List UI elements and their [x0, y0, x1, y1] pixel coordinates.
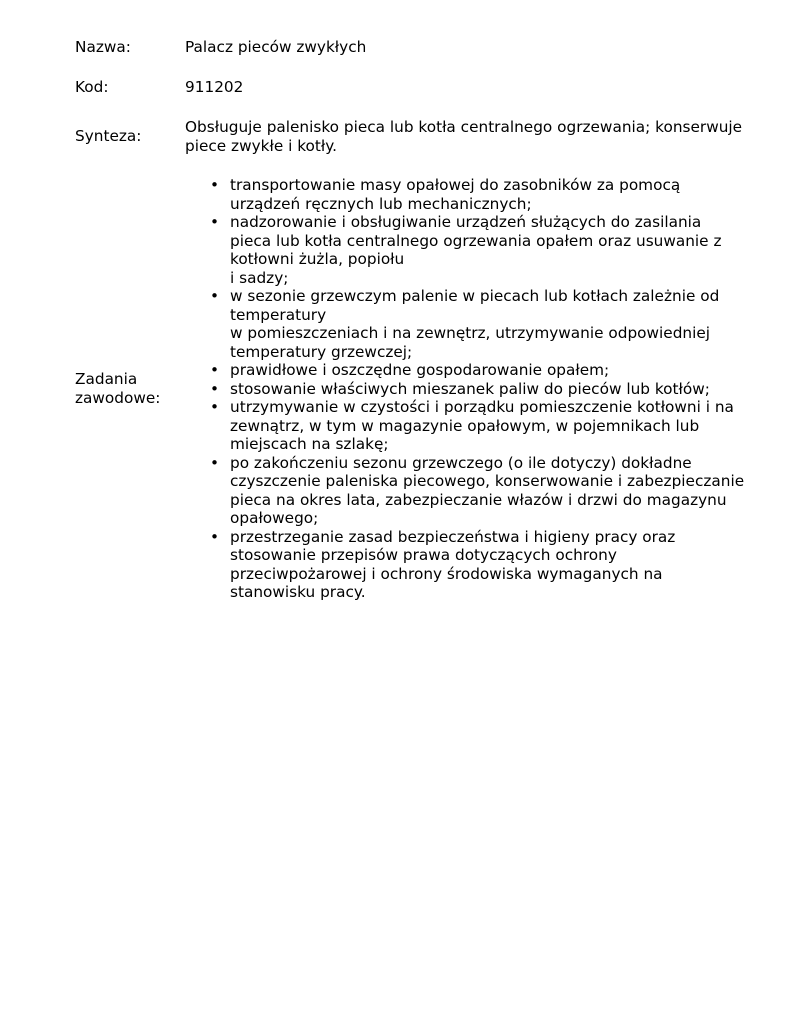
task-item: • nadzorowanie i obsługiwanie urządzeń służących do zasilania pieca lub kotła centralnego ogrzewania opałem oraz usuwanie z kotłowni żużla, popiołu i sadzy; — [230, 213, 770, 287]
field-label-synteza: Synteza: — [75, 127, 142, 145]
task-item: • po zakończeniu sezonu grzewczego (o ile dotyczy) dokładne czyszczenie paleniska piecowego, konserwowanie i zabezpieczanie pieca na okres lata, zabezpieczanie włazów i drzwi do magazynu opałowego; — [230, 454, 770, 528]
task-item: • prawidłowe i oszczędne gospodarowanie opałem; — [230, 361, 770, 380]
task-item: • utrzymywanie w czystości i porządku pomieszczenie kotłowni i na zewnątrz, w tym w magazynie opałowym, w pojemnikach lub miejscach na szlakę; — [230, 398, 770, 454]
field-value-synteza: Obsługuje palenisko pieca lub kotła centralnego ogrzewania; konserwuje piece zwykłe i kotły. — [185, 118, 743, 155]
field-label-zadania: Zadania zawodowe: — [75, 370, 161, 407]
field-value-nazwa: Palacz pieców zwykłych — [185, 38, 367, 56]
task-list — [230, 176, 770, 602]
field-label-nazwa: Nazwa: — [75, 38, 131, 56]
task-item: • stosowanie właściwych mieszanek paliw do pieców lub kotłów; — [230, 380, 770, 399]
task-item: • w sezonie grzewczym palenie w piecach lub kotłach zależnie od temperatury w pomieszczeniach i na zewnętrz, utrzymywanie odpowiedniej temperatury grzewczej; — [230, 287, 770, 361]
field-value-kod: 911202 — [185, 78, 244, 96]
task-item: • przestrzeganie zasad bezpieczeństwa i higieny pracy oraz stosowanie przepisów prawa dotyczących ochrony przeciwpożarowej i ochrony środowiska wymaganych na stanowisku pracy. — [230, 528, 770, 602]
task-item: • transportowanie masy opałowej do zasobników za pomocą urządzeń ręcznych lub mechanicznych; — [230, 176, 770, 213]
field-label-kod: Kod: — [75, 78, 109, 96]
